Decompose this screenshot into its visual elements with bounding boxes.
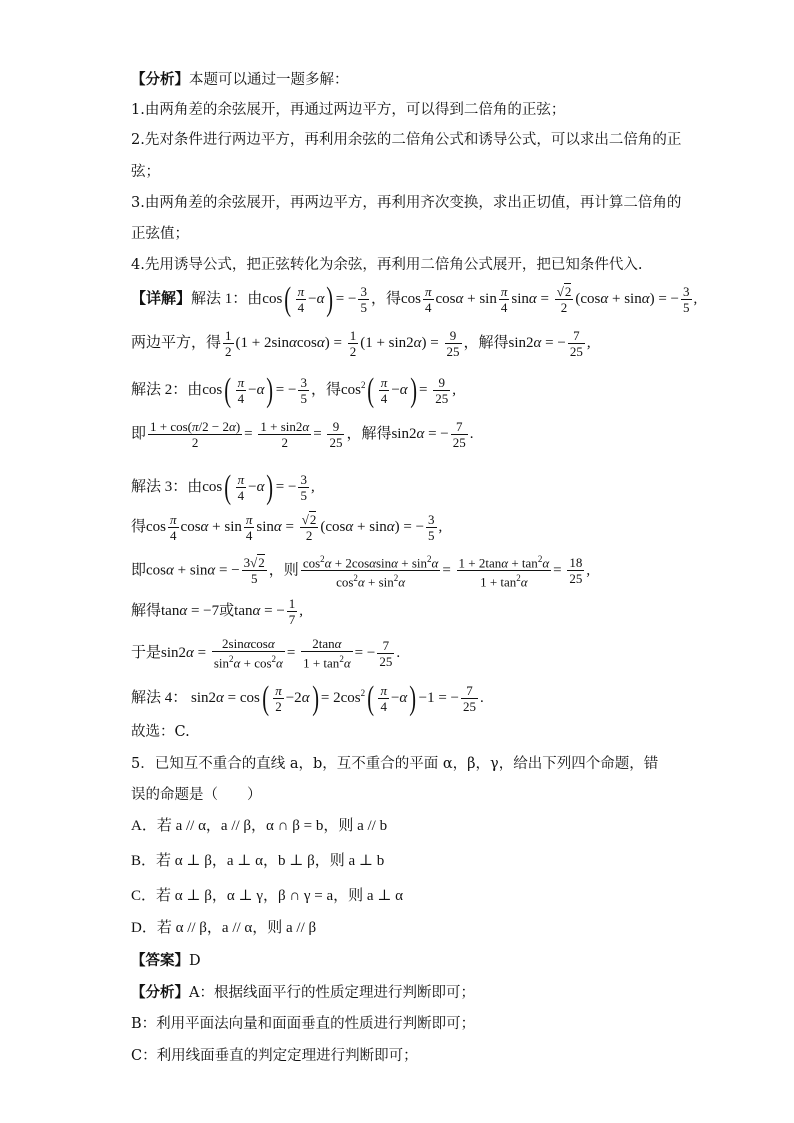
solution-1-square-line: 两边平方，得 $\frac{1}{2}$ (1 + 2sinαcosα) = $\frac{1}{2}$ (1 + sin2α) = $\frac{9}{25}$ ，解得sin2α = − $\frac{7}{25}$ , bbox=[131, 328, 591, 360]
answer-value: D bbox=[189, 953, 201, 969]
analysis-tag: 【分析】 bbox=[131, 71, 189, 88]
solution-3-result-line: 于是sin2α = $\frac{2\sin\alpha\cos\alpha}{\sin^2\alpha + \cos^2\alpha}$ = $\frac{2\tan\alpha}{1 + \tan^2\alpha}$ = − $\frac{7}{25}$ . bbox=[131, 636, 401, 671]
analysis-2-b: B：利用平面法向量和面面垂直的性质进行判断即可； bbox=[131, 1016, 476, 1032]
method-1-summary: 1.由两角差的余弦展开，再通过两边平方，可以得到二倍角的正弦； bbox=[131, 102, 566, 118]
analysis-text: 本题可以通过一题多解： bbox=[189, 72, 349, 88]
detail-tag: 【详解】 bbox=[131, 291, 192, 307]
question-5-stem-cont: 误的命题是（ ） bbox=[131, 787, 262, 803]
method-2-summary: 2.先对条件进行两边平方，再利用余弦的二倍角公式和诱导公式，可以求出二倍角的正 bbox=[131, 132, 682, 148]
analysis-2-tag: 【分析】 bbox=[131, 984, 189, 1001]
method-4-summary: 4.先用诱导公式，把正弦转化为余弦，再利用二倍角公式展开，把已知条件代入. bbox=[131, 257, 643, 273]
analysis-2-c: C：利用线面垂直的判定定理进行判断即可； bbox=[131, 1048, 418, 1064]
analysis-2-a: 【分析】A：根据线面平行的性质定理进行判断即可； bbox=[131, 984, 475, 1001]
option-a: A．若 a // α，a // β，α ∩ β = b，则 a // b bbox=[131, 818, 388, 834]
method-3-summary: 3.由两角差的余弦展开，再两边平方，再利用齐次变换，求出正切值，再计算二倍角的 bbox=[131, 195, 682, 211]
question-5-stem: 5．已知互不重合的直线 a，b，互不重合的平面 α，β，γ，给出下列四个命题，错 bbox=[131, 756, 659, 772]
option-b: B．若 α ⊥ β，a ⊥ α，b ⊥ β，则 a ⊥ b bbox=[131, 853, 385, 869]
option-d: D．若 α // β，a // α，则 a // β bbox=[131, 920, 317, 936]
solution-3-line: 解法 3：由cos( $\frac{\pi}{4}$ −α) = − $\frac{3}{5}$ , bbox=[131, 468, 315, 506]
solution-4-line: 解法 4： sin2α = cos( $\frac{\pi}{2}$ $-2\alpha) = 2\cos^2$( $\frac{\pi}{4}$ −α) −1 = − $\frac{7}{25}$ . bbox=[131, 679, 484, 717]
option-c: C．若 α ⊥ β，α ⊥ γ，β ∩ γ = a，则 a ⊥ α bbox=[131, 888, 404, 904]
solution-2-result-line: 即 $\frac{1 + \cos(\pi/2 - 2\alpha)}{2}$ = $\frac{1 + \sin 2\alpha}{2}$ = $\frac{9}{25}$ ，解得sin2α = − $\frac{7}{25}$ . bbox=[131, 419, 474, 451]
solution-3-homogeneous-line: 即cosα + sinα = − $\frac{3√2}{5}$ ，则 $\frac{\cos^2\alpha + 2\cos\alpha\sin\alpha + \sin^2\alpha}{\cos^2\alpha + \sin^2\alpha}$ = $\frac{1 + 2\tan\alpha + \tan^2\alpha}{1 + \tan^2\alpha}$ = $\frac{18}{25}$ , bbox=[131, 554, 591, 590]
solution-1-line: 【详解】解法 1：由cos( $\frac{\pi}{4}$ −α) = − $\frac{3}{5}$ ，得cos $\frac{\pi}{4}$ cosα + sin $\frac{\pi}{4}$ sinα = $\frac{√2}{2}$ (cosα + sinα) = − $\frac{3}{5}$ , bbox=[131, 280, 698, 318]
solution-3-expand-line: 得cos $\frac{\pi}{4}$ cosα + sin $\frac{\pi}{4}$ sinα = $\frac{√2}{2}$ (cosα + sinα) = − $\frac{3}{5}$ , bbox=[131, 512, 443, 544]
solution-3-tan-line: 解得tanα = −7或tanα = − $\frac{1}{7}$ , bbox=[131, 596, 304, 628]
method-2-summary-cont: 弦； bbox=[131, 164, 160, 180]
analysis-heading bbox=[131, 70, 349, 90]
method-3-summary-cont: 正弦值； bbox=[131, 226, 189, 242]
answer-line bbox=[131, 951, 201, 971]
solution-2-line: 解法 2：由cos( $\frac{\pi}{4}$ −α) = − $\frac{3}{5}$ ，得$\cos^2$( $\frac{\pi}{4}$ −α) = $\frac{9}{25}$ , bbox=[131, 371, 456, 409]
choice-conclusion: 故选：C. bbox=[131, 724, 190, 740]
solution-1-label: 解法 1：由 bbox=[191, 291, 263, 307]
answer-tag: 【答案】 bbox=[131, 952, 189, 969]
